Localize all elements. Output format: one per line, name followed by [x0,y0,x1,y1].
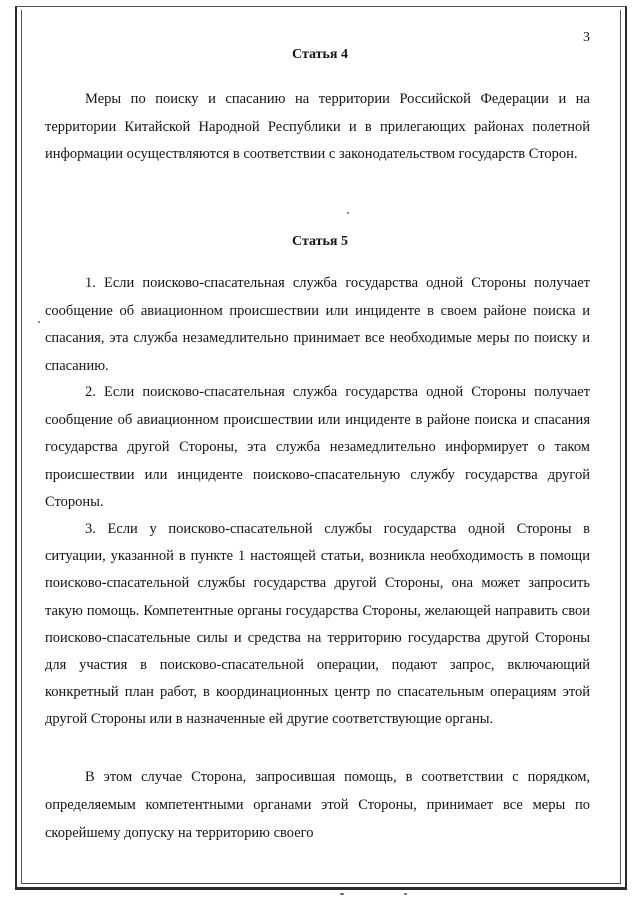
article-5-clause-1: 1. Если поисково-спасательная служба государства одной Стороны получает сообщение об авиационном происшествии или инциденте в своем районе поиска и спасания, эта служба незамедлительно принимает все необходимые меры по поиску и спасанию. [45,275,590,374]
article-5-clause-3: 3. Если у поисково-спасательной службы государства одной Стороны в ситуации, указанной в пункте 1 настоящей статьи, возникла необходимость в помощи поисково-спасательной службы государства другой Стороны, она может запросить такую помощь. Компетентные органы государства Стороны, желающей направить свои поисково-спасательные силы и средства на территорию государства другой Стороны для участия в поисково-спасательной операции, подают запрос, включающий конкретный план работ, в координационных центр по спасательным операциям этой другой Стороны или в назначенные ей другие соответствующие органы. [45,521,590,728]
article-4-paragraph: Меры по поиску и спасанию на территории Российской Федерации и на территории Китайской Народной Республики и в прилегающих районах полетной информации осуществляются в соответствии с законодательством государств Сторон. [45,91,590,162]
page-number: 3 [583,30,590,45]
article-5-continuation: В этом случае Сторона, запросившая помощь, в соответствии с порядком, определяемым компетентными органами этой Стороны, принимает все меры по скорейшему допуску на территорию своего [45,769,590,841]
article-5-clause-2: 2. Если поисково-спасательная служба государства одной Стороны получает сообщение об авиационном происшествии или инциденте в районе поиска и спасания государства другой Стороны, эта служба незамедлительно информирует о таком происшествии или инциденте поисково-спасательную службу государства другой Стороны. [45,384,590,510]
article-4-heading: Статья 4 [292,47,348,62]
scan-speck [38,321,40,323]
scan-speck [340,893,344,895]
scan-speck [404,893,407,895]
article-5-heading: Статья 5 [292,234,348,249]
scan-speck [347,212,349,214]
